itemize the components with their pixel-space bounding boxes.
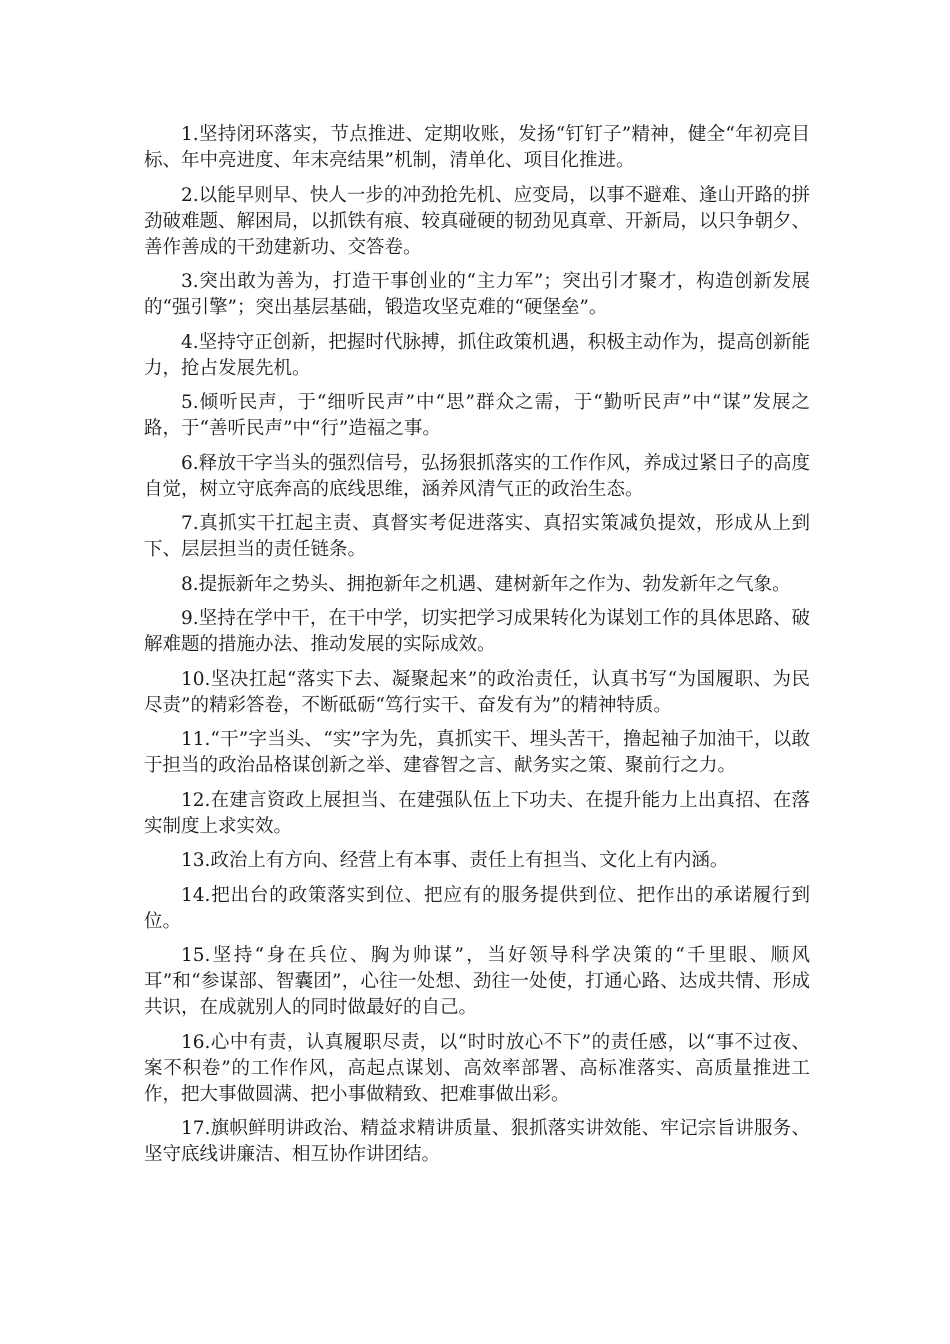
paragraph-3: 3.突出敢为善为，打造干事创业的“主力军”；突出引才聚才，构造创新发展的“强引擎”；突出基层基础，锻造攻坚克难的“硬堡垒”。 — [144, 271, 810, 318]
paragraph-1: 1.坚持闭环落实，节点推进、定期收账，发扬“钉钉子”精神，健全“年初亮目标、年中亮进度、年末亮结果”机制，清单化、项目化推进。 — [144, 124, 810, 171]
document-body — [144, 122, 810, 1177]
paragraph-6: 6.释放干字当头的强烈信号，弘扬狠抓落实的工作作风，养成过紧日子的高度自觉，树立守底奔高的底线思维，涵养风清气正的政治生态。 — [144, 452, 810, 500]
paragraph-7: 7.真抓实干扛起主责、真督实考促进落实、真招实策减负提效，形成从上到下、层层担当的责任链条。 — [144, 513, 810, 560]
paragraph-17: 17.旗帜鲜明讲政治、精益求精讲质量、狠抓落实讲效能、牢记宗旨讲服务、坚守底线讲廉洁、相互协作讲团结。 — [144, 1118, 810, 1165]
paragraph-12: 12.在建言资政上展担当、在建强队伍上下功夫、在提升能力上出真招、在落实制度上求实效。 — [144, 789, 810, 837]
paragraph-16: 16.心中有责，认真履职尽责，以“时时放心不下”的责任感，以“事不过夜、案不积卷”的工作作风，高起点谋划、高效率部署、高标准落实、高质量推进工作，把大事做圆满、把小事做精致、把难事做出彩。 — [144, 1031, 810, 1105]
paragraph-10: 10.坚决扛起“落实下去、凝聚起来”的政治责任，认真书写“为国履职、为民尽责”的精彩答卷，不断砥砺“笃行实干、奋发有为”的精神特质。 — [144, 668, 810, 716]
paragraph-9: 9.坚持在学中干，在干中学，切实把学习成果转化为谋划工作的具体思路、破解难题的措施办法、推动发展的实际成效。 — [144, 608, 810, 655]
paragraph-11: 11.“干”字当头、“实”字为先，真抓实干、埋头苦干，撸起袖子加油干，以敢于担当的政治品格谋创新之举、建睿智之言、献务实之策、聚前行之力。 — [144, 729, 810, 776]
paragraph-5: 5.倾听民声，于“细听民声”中“思”群众之需，于“勤听民声”中“谋”发展之路，于“善听民声”中“行”造福之事。 — [144, 392, 810, 439]
paragraph-2: 2.以能早则早、快人一步的冲劲抢先机、应变局，以事不避难、逢山开路的拼劲破难题、解困局，以抓铁有痕、较真碰硬的韧劲见真章、开新局，以只争朝夕、善作善成的干劲建新功、交答卷。 — [144, 184, 811, 258]
paragraph-14: 14.把出台的政策落实到位、把应有的服务提供到位、把作出的承诺履行到位。 — [144, 884, 810, 932]
paragraph-4: 4.坚持守正创新，把握时代脉搏，抓住政策机遇，积极主动作为，提高创新能力，抢占发展先机。 — [144, 331, 810, 379]
paragraph-13: 13.政治上有方向、经营上有本事、责任上有担当、文化上有内涵。 — [181, 850, 729, 871]
paragraph-15: 15.坚持“身在兵位、胸为帅谋”，当好领导科学决策的“千里眼、顺风耳”和“参谋部、智囊团”，心往一处想、劲往一处使，打通心路、达成共情、形成共识，在成就别人的同时做最好的自己。 — [144, 945, 811, 1018]
paragraph-8: 8.提振新年之势头、拥抱新年之机遇、建树新年之作为、勃发新年之气象。 — [181, 573, 791, 595]
